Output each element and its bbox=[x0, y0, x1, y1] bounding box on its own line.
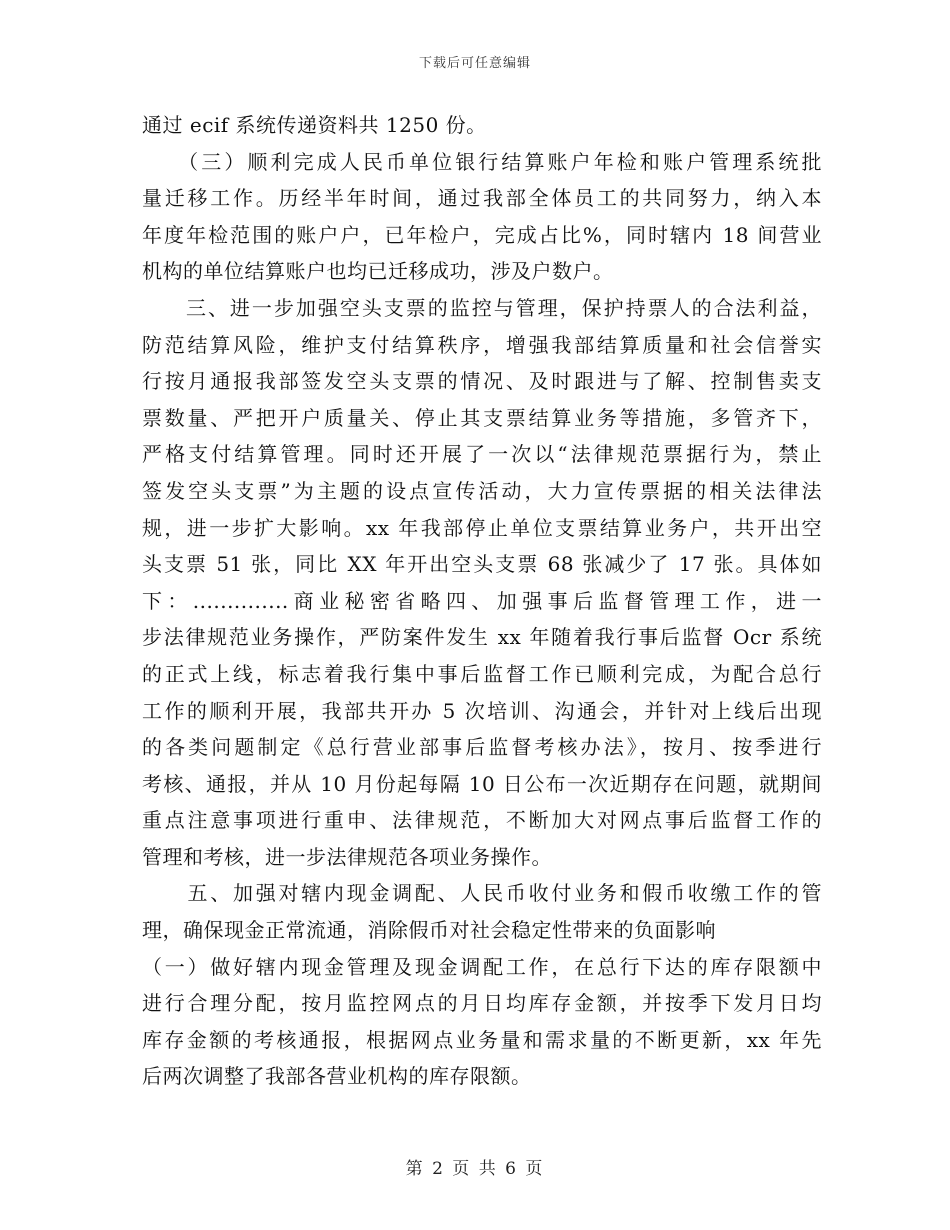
body-line: （三）顺利完成人民币单位银行结算账户年检和账户管理系统批 bbox=[142, 149, 822, 174]
page-footer: 第 2 页 共 6 页 bbox=[405, 1159, 545, 1179]
body-line: 三、进一步加强空头支票的监控与管理，保护持票人的合法利益， bbox=[142, 295, 822, 320]
body-line: 五、加强对辖内现金调配、人民币收付业务和假币收缴工作的管 bbox=[142, 881, 822, 906]
body-line: 进行合理分配，按月监控网点的月日均库存金额，并按季下发月日均 bbox=[142, 991, 822, 1016]
body-line: 通过 ecif 系统传递资料共 1250 份。 bbox=[142, 113, 487, 137]
body-line: 重点注意事项进行重申、法律规范，不断加大对网点事后监督工作的 bbox=[142, 808, 822, 833]
body-line: 的正式上线，标志着我行集中事后监督工作已顺利完成，为配合总行 bbox=[142, 661, 822, 686]
body-line: 管理和考核，进一步法律规范各项业务操作。 bbox=[142, 844, 552, 869]
body-line: 年度年检范围的账户户，已年检户，完成占比%，同时辖内 18 间营业 bbox=[142, 222, 822, 247]
body-line: 头支票 51 张，同比 XX 年开出空头支票 68 张减少了 17 张。具体如 bbox=[142, 552, 822, 577]
body-line: 量迁移工作。历经半年时间，通过我部全体员工的共同努力，纳入本 bbox=[142, 186, 822, 211]
body-line: 考核、通报，并从 10 月份起每隔 10 日公布一次近期存在问题，就期间 bbox=[142, 771, 822, 796]
body-line: 步法律规范业务操作，严防案件发生 xx 年随着我行事后监督 Ocr 系统 bbox=[142, 625, 822, 650]
body-line: 的各类问题制定《总行营业部事后监督考核办法》，按月、按季进行 bbox=[142, 735, 822, 760]
body-line: 防范结算风险，维护支付结算秩序，增强我部结算质量和社会信誉实 bbox=[142, 332, 822, 357]
page-header: 下载后可任意编辑 bbox=[418, 56, 531, 71]
document-body bbox=[142, 107, 822, 1095]
body-line: 严格支付结算管理。同时还开展了一次以“法律规范票据行为，禁止 bbox=[142, 442, 822, 467]
body-line: 后两次调整了我部各营业机构的库存限额。 bbox=[142, 1064, 532, 1089]
body-line: （一）做好辖内现金管理及现金调配工作，在总行下达的库存限额中 bbox=[142, 954, 822, 979]
body-line: 规，进一步扩大影响。xx 年我部停止单位支票结算业务户，共开出空 bbox=[142, 515, 822, 540]
body-line: 理，确保现金正常流通，消除假币对社会稳定性带来的负面影响 bbox=[142, 918, 716, 943]
body-line: 签发空头支票”为主题的设点宣传活动，大力宣传票据的相关法律法 bbox=[142, 478, 822, 503]
body-line: 机构的单位结算账户也均已迁移成功，涉及户数户。 bbox=[142, 259, 614, 284]
body-line: 下：..............商业秘密省略四、加强事后监督管理工作，进一 bbox=[142, 588, 822, 613]
body-line: 库存金额的考核通报，根据网点业务量和需求量的不断更新，xx 年先 bbox=[142, 1027, 822, 1052]
body-line: 工作的顺利开展，我部共开办 5 次培训、沟通会，并针对上线后出现 bbox=[142, 698, 822, 723]
body-line: 票数量、严把开户质量关、停止其支票结算业务等措施，多管齐下， bbox=[142, 405, 822, 430]
body-line: 行按月通报我部签发空头支票的情况、及时跟进与了解、控制售卖支 bbox=[142, 369, 822, 394]
